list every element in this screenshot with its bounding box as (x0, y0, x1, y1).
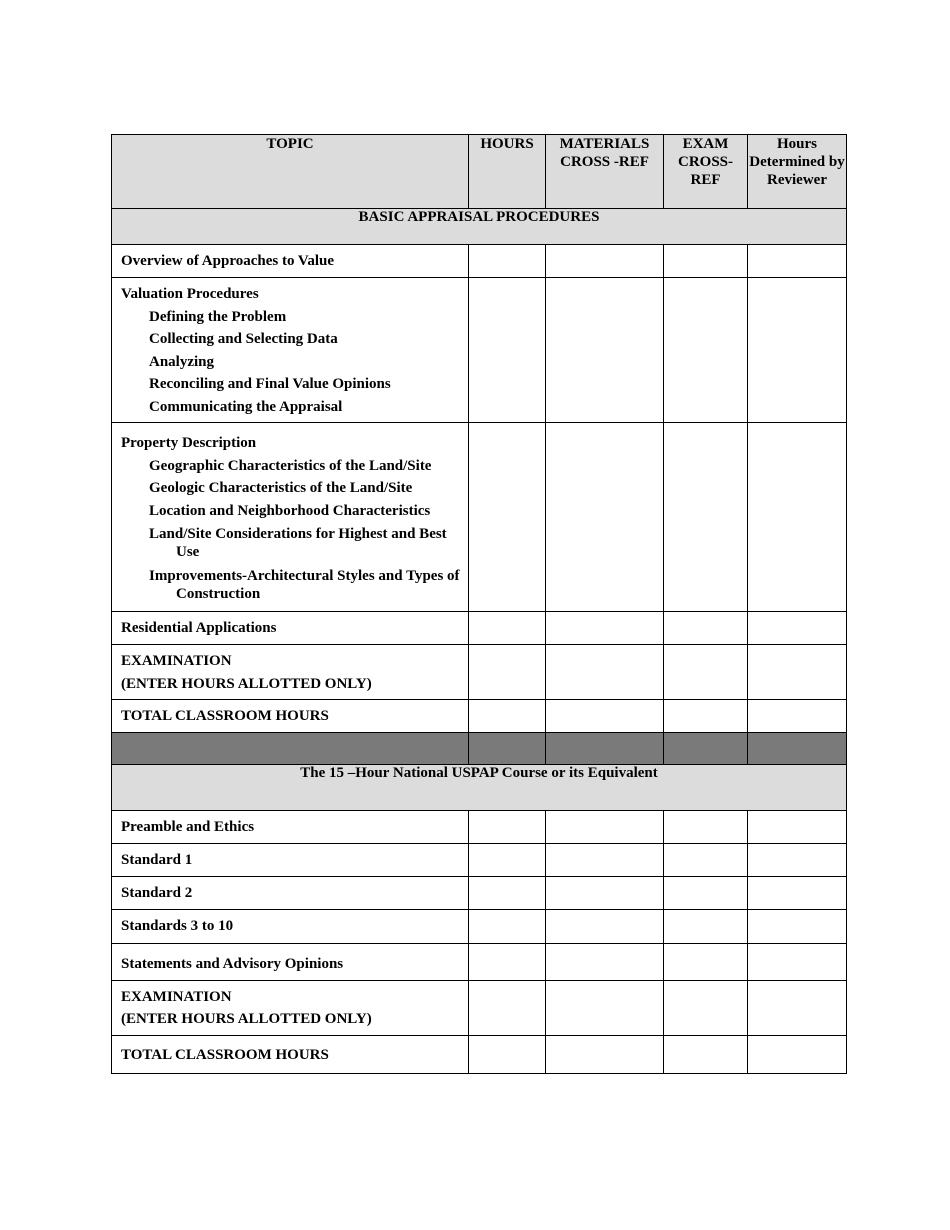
subtopic: Improvements-Architectural Styles and Types of Construction (149, 568, 460, 602)
course-topics-table (111, 134, 847, 1074)
topic-title: Property Description (121, 435, 257, 451)
reviewer-cell[interactable] (748, 1035, 847, 1073)
subtopic: Land/Site Considerations for Highest and Best Use (149, 526, 447, 560)
subtopic: Geographic Characteristics of the Land/Site (149, 457, 432, 474)
materials-cell[interactable] (546, 844, 664, 877)
hours-cell[interactable] (469, 700, 546, 733)
header-materials-cross-ref: MATERIALS CROSS -REF (546, 135, 664, 209)
divider-cell (664, 733, 748, 765)
hours-cell[interactable] (469, 278, 546, 423)
materials-cell[interactable] (546, 612, 664, 645)
table-row (112, 278, 847, 423)
exam-note: (ENTER HOURS ALLOTTED ONLY) (121, 1011, 372, 1027)
topic-statements-advisory-opinions: Statements and Advisory Opinions (112, 944, 469, 981)
hours-cell[interactable] (469, 877, 546, 910)
exam-cell[interactable] (664, 877, 748, 910)
table-header-row (112, 135, 847, 209)
hours-cell[interactable] (469, 844, 546, 877)
topic-examination (112, 980, 469, 1035)
divider-cell (469, 733, 546, 765)
reviewer-cell[interactable] (748, 245, 847, 278)
exam-cell[interactable] (664, 645, 748, 700)
materials-cell[interactable] (546, 910, 664, 944)
materials-cell[interactable] (546, 811, 664, 844)
reviewer-cell[interactable] (748, 910, 847, 944)
table-row (112, 245, 847, 278)
subtopic: Collecting and Selecting Data (149, 331, 338, 347)
section-divider-row (112, 733, 847, 765)
materials-cell[interactable] (546, 278, 664, 423)
materials-cell[interactable] (546, 645, 664, 700)
reviewer-cell[interactable] (748, 877, 847, 910)
materials-cell[interactable] (546, 944, 664, 981)
table-row (112, 877, 847, 910)
exam-cell[interactable] (664, 910, 748, 944)
subtopic: Analyzing (149, 353, 215, 370)
hours-cell[interactable] (469, 612, 546, 645)
header-hours-by-reviewer: Hours Determined by Reviewer (748, 135, 847, 209)
topic-preamble-ethics: Preamble and Ethics (112, 811, 469, 844)
exam-cell[interactable] (664, 700, 748, 733)
topic-standard-1: Standard 1 (112, 844, 469, 877)
hours-cell[interactable] (469, 645, 546, 700)
table-row (112, 811, 847, 844)
subtopic: Geologic Characteristics of the Land/Site (149, 480, 413, 496)
table-row (112, 944, 847, 981)
exam-cell[interactable] (664, 278, 748, 423)
reviewer-cell[interactable] (748, 980, 847, 1035)
materials-cell[interactable] (546, 423, 664, 612)
topic-standard-2: Standard 2 (112, 877, 469, 910)
materials-cell[interactable] (546, 245, 664, 278)
table-row (112, 645, 847, 700)
subtopic: Location and Neighborhood Characteristics (149, 502, 431, 519)
reviewer-cell[interactable] (748, 612, 847, 645)
exam-label: EXAMINATION (121, 988, 232, 1005)
reviewer-cell[interactable] (748, 844, 847, 877)
subtopic: Communicating the Appraisal (149, 398, 343, 415)
topic-valuation-procedures (112, 278, 469, 423)
exam-cell[interactable] (664, 811, 748, 844)
divider-cell (546, 733, 664, 765)
hours-cell[interactable] (469, 811, 546, 844)
table-row (112, 1035, 847, 1073)
hours-cell[interactable] (469, 1035, 546, 1073)
reviewer-cell[interactable] (748, 811, 847, 844)
divider-cell (112, 733, 469, 765)
exam-cell[interactable] (664, 612, 748, 645)
subtopic: Reconciling and Final Value Opinions (149, 376, 391, 392)
reviewer-cell[interactable] (748, 278, 847, 423)
table-row (112, 844, 847, 877)
exam-cell[interactable] (664, 944, 748, 981)
table-row (112, 700, 847, 733)
exam-cell[interactable] (664, 1035, 748, 1073)
section-title-row (112, 765, 847, 811)
topic-overview: Overview of Approaches to Value (112, 245, 469, 278)
topic-residential-applications: Residential Applications (112, 612, 469, 645)
topic-total-classroom-hours: TOTAL CLASSROOM HOURS (112, 700, 469, 733)
exam-cell[interactable] (664, 245, 748, 278)
materials-cell[interactable] (546, 980, 664, 1035)
reviewer-cell[interactable] (748, 944, 847, 981)
exam-cell[interactable] (664, 423, 748, 612)
header-topic: TOPIC (112, 135, 469, 209)
reviewer-cell[interactable] (748, 700, 847, 733)
subtopic: Defining the Problem (149, 308, 287, 325)
header-exam-cross-ref: EXAM CROSS-REF (664, 135, 748, 209)
divider-cell (748, 733, 847, 765)
materials-cell[interactable] (546, 877, 664, 910)
topic-standards-3-to-10: Standards 3 to 10 (112, 910, 469, 944)
hours-cell[interactable] (469, 944, 546, 981)
table-row (112, 910, 847, 944)
section-title-uspap: The 15 –Hour National USPAP Course or its Equivalent (112, 765, 847, 811)
topic-property-description (112, 423, 469, 612)
hours-cell[interactable] (469, 245, 546, 278)
materials-cell[interactable] (546, 700, 664, 733)
section-title-basic-appraisal: BASIC APPRAISAL PROCEDURES (112, 209, 847, 245)
reviewer-cell[interactable] (748, 423, 847, 612)
table-row (112, 980, 847, 1035)
header-hours: HOURS (469, 135, 546, 209)
exam-note: (ENTER HOURS ALLOTTED ONLY) (121, 675, 372, 692)
table-row (112, 612, 847, 645)
exam-cell[interactable] (664, 980, 748, 1035)
topic-title: Valuation Procedures (121, 286, 259, 302)
topic-total-classroom-hours: TOTAL CLASSROOM HOURS (112, 1035, 469, 1073)
exam-cell[interactable] (664, 844, 748, 877)
hours-cell[interactable] (469, 980, 546, 1035)
materials-cell[interactable] (546, 1035, 664, 1073)
table-row (112, 423, 847, 612)
topic-examination (112, 645, 469, 700)
hours-cell[interactable] (469, 423, 546, 612)
exam-label: EXAMINATION (121, 653, 232, 669)
section-title-row (112, 209, 847, 245)
reviewer-cell[interactable] (748, 645, 847, 700)
hours-cell[interactable] (469, 910, 546, 944)
